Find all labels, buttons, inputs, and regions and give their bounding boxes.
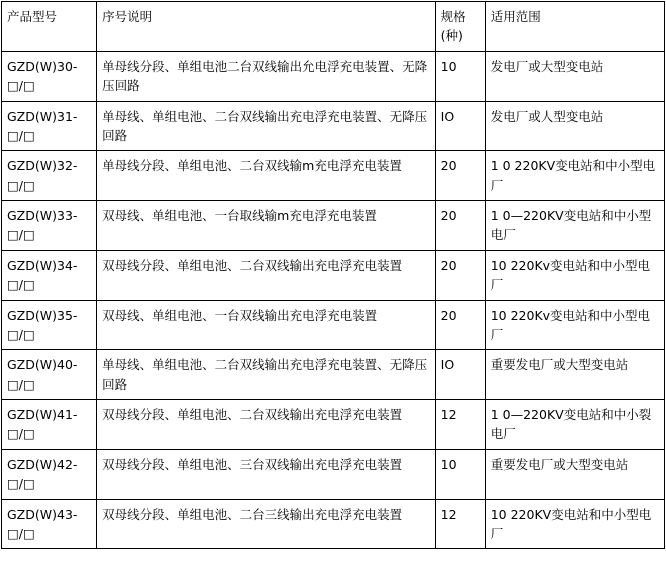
- cell-model: GZD(W)33-□/□: [2, 201, 97, 251]
- table-row: [2, 51, 665, 101]
- cell-desc: 双母线分段、单组电池、三台双线输出充电浮充电装置: [97, 449, 436, 499]
- cell-spec: 20: [435, 151, 485, 201]
- table-header-row: [2, 2, 665, 52]
- table-row: [2, 201, 665, 251]
- table-body: [2, 2, 665, 549]
- cell-desc: 双母线分段、单组电池、二台双线输出充电浮充电装置: [97, 250, 436, 300]
- cell-desc: 单母线、单组电池、二台双线输出充电浮充电装置、无降压回路: [97, 350, 436, 400]
- cell-spec: 10: [435, 51, 485, 101]
- cell-desc: 单母线分段、单组电池二台双线输出允电浮充电装置、无降压回路: [97, 51, 436, 101]
- cell-model: GZD(W)42-□/□: [2, 449, 97, 499]
- cell-spec: 20: [435, 201, 485, 251]
- cell-desc: 双母线分段、单组电池、二台三线输出充电浮充电装置: [97, 499, 436, 549]
- cell-scope: 重要发电厂或大型变电站: [485, 350, 664, 400]
- table-row: [2, 250, 665, 300]
- cell-spec: 20: [435, 250, 485, 300]
- cell-scope: 发电厂或大型变电站: [485, 51, 664, 101]
- cell-model: GZD(W)30-□/□: [2, 51, 97, 101]
- cell-spec: 12: [435, 499, 485, 549]
- header-cell-scope: 适用范围: [485, 2, 664, 52]
- cell-spec: IO: [435, 350, 485, 400]
- cell-model: GZD(W)32-□/□: [2, 151, 97, 201]
- cell-scope: 发电厂或人型变电站: [485, 101, 664, 151]
- cell-scope: 10 220Kv变电站和中小型电厂: [485, 300, 664, 350]
- table-row: [2, 400, 665, 450]
- header-cell-model: 产品型号: [2, 2, 97, 52]
- cell-desc: 单母线、单组电池、二台双线输出充电浮充电装置、无降压回路: [97, 101, 436, 151]
- table-row: [2, 499, 665, 549]
- product-spec-table: [1, 1, 665, 549]
- cell-desc: 单母线分段、单组电池、二台双线输m充电浮充电装置: [97, 151, 436, 201]
- cell-scope: 重要发电厂或大型变电站: [485, 449, 664, 499]
- cell-scope: 1 0—220KV变电站和中小裂电厂: [485, 400, 664, 450]
- cell-model: GZD(W)31-□/□: [2, 101, 97, 151]
- cell-model: GZD(W)34-□/□: [2, 250, 97, 300]
- table-row: [2, 449, 665, 499]
- cell-desc: 双母线、单组电池、一台双线输出充电浮充电装置: [97, 300, 436, 350]
- cell-scope: 1 0—220KV变电站和中小型电厂: [485, 201, 664, 251]
- cell-scope: 1 0 220KV变电站和中小型电厂: [485, 151, 664, 201]
- cell-model: GZD(W)43-□/□: [2, 499, 97, 549]
- cell-desc: 双母线、单组电池、一台取线输m充电浮充电装置: [97, 201, 436, 251]
- table-row: [2, 151, 665, 201]
- cell-model: GZD(W)40-□/□: [2, 350, 97, 400]
- cell-model: GZD(W)41-□/□: [2, 400, 97, 450]
- cell-spec: IO: [435, 101, 485, 151]
- cell-model: GZD(W)35-□/□: [2, 300, 97, 350]
- table-row: [2, 300, 665, 350]
- table-row: [2, 101, 665, 151]
- cell-scope: 10 220KV变电站和中小型电厂: [485, 499, 664, 549]
- header-cell-desc: 序号说明: [97, 2, 436, 52]
- cell-spec: 20: [435, 300, 485, 350]
- cell-scope: 10 220Kv变电站和中小型电厂: [485, 250, 664, 300]
- cell-spec: 12: [435, 400, 485, 450]
- cell-desc: 双母线分段、单组电池、二台双线输出充电浮充电装置: [97, 400, 436, 450]
- cell-spec: 10: [435, 449, 485, 499]
- header-cell-spec: 规格(种): [435, 2, 485, 52]
- table-row: [2, 350, 665, 400]
